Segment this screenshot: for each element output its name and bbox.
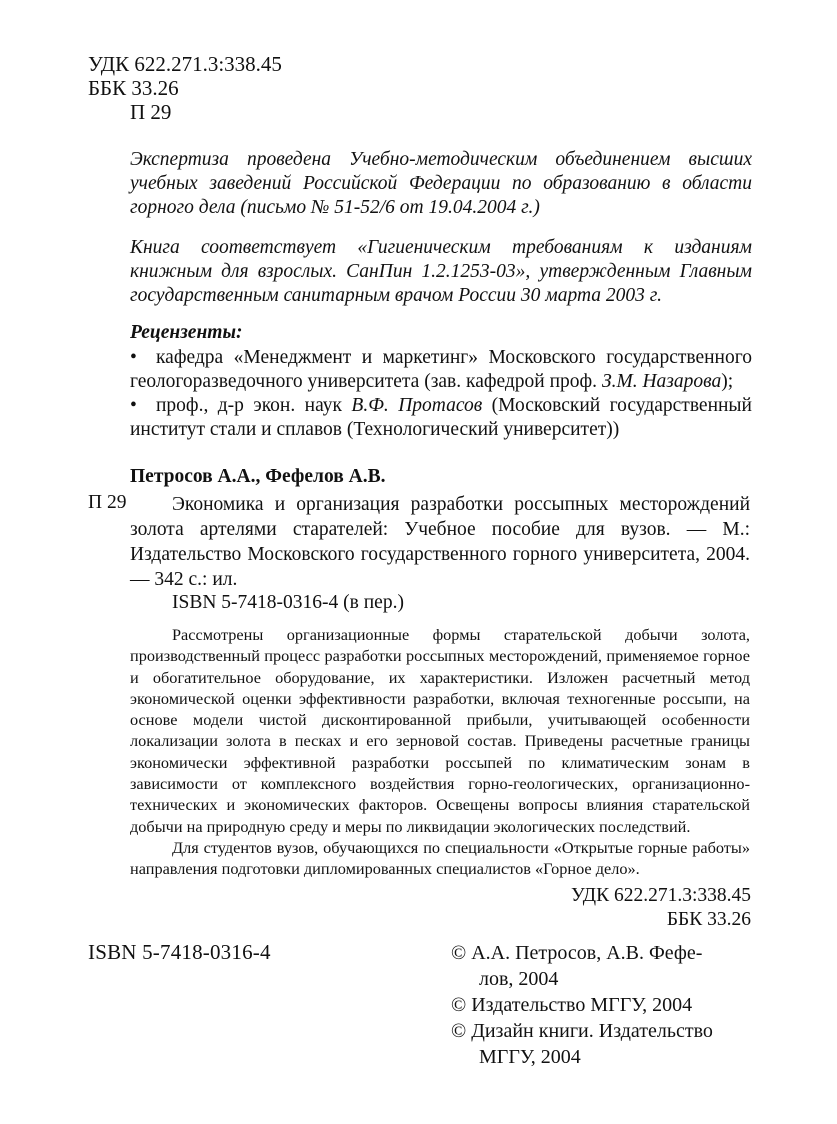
copyright-design: © Дизайн книги. Издательство <box>451 1020 713 1042</box>
reviewer-text: кафедра «Менеджмент и маркетинг» Московского государственного геологоразведочного университета (зав. кафедрой проф. <box>130 347 752 392</box>
copyrights <box>451 940 756 1070</box>
bullet-icon: • <box>130 395 137 416</box>
udk-code: УДК 622.271.3:338.45 <box>88 52 282 76</box>
bullet-icon: • <box>130 347 137 368</box>
catalog-authors: Петросов А.А., Фефелов А.В. <box>130 466 386 487</box>
footer-udk: УДК 622.271.3:338.45 <box>570 885 751 906</box>
reviewers-list <box>130 346 752 442</box>
reviewer-tail: ); <box>721 371 734 392</box>
reviewer-name: З.М. Назарова <box>601 371 722 392</box>
compliance-note: Книга соответствует «Гигиеническим требованиям к изданиям книжным для взрослых. СанПин 1.2.1253-03», утвержденным Главным государственным санитарным врачом России 30 марта 2003 г. <box>130 237 752 306</box>
copyright-publisher: © Издательство МГГУ, 2004 <box>451 994 693 1016</box>
abstract <box>130 624 750 880</box>
reviewers-title: Рецензенты: <box>130 322 243 343</box>
author-mark: П 29 <box>130 100 172 124</box>
expertise-note: Экспертиза проведена Учебно-методическим объединением высших учебных заведений Российской Федерации по образованию в области горного дела (письмо № 51-52/6 от 19.04.2004 г.) <box>130 149 752 218</box>
footer-codes <box>571 884 751 932</box>
reviewer-item <box>130 394 752 442</box>
isbn-bottom: ISBN 5-7418-0316-4 <box>88 940 271 964</box>
reviewer-text: проф., д-р экон. наук <box>156 395 352 416</box>
catalog-code: П 29 <box>88 492 127 513</box>
catalog-description: Экономика и организация разработки россыпных месторождений золота артелями старателей: Учебное пособие для вузов. — М.: Издательство Московского государственного горного университета, 2004. — 342 с.: ил. <box>130 494 750 590</box>
copyright-authors: © А.А. Петросов, А.В. Фефе- <box>451 942 703 964</box>
catalog-isbn: ISBN 5-7418-0316-4 (в пер.) <box>172 592 404 613</box>
abstract-audience: Для студентов вузов, обучающихся по специальности «Открытые горные работы» направления подготовки дипломированных специалистов «Горное дело». <box>130 837 750 879</box>
header-codes <box>88 52 282 124</box>
copyright-design-cont: МГГУ, 2004 <box>479 1046 581 1068</box>
abstract-paragraph: Рассмотрены организационные формы старательской добычи золота, производственный процесс разработки россыпных месторождений, применяемое горное и обогатительное оборудование, их характеристики. Изложен расчетный метод экономической оценки эффективности разработки, включая техногенные россыпи, на основе модели чистой дисконтированной прибыли, учитывающей особенности локализации золота в песках и его зерновой состав. Приведены расчетные границы экономически эффективной разработки россыпей по климатическим зонам в зависимости от комплексного воздействия горно-геологических, организационно-технических и экономических факторов. Освещены вопросы влияния старательской добычи на природную среду и меры по ликвидации экологических последствий. <box>130 625 750 836</box>
reviewer-tail: (Московский государственный институт стали и сплавов (Технологический университет)) <box>130 395 752 440</box>
bbk-code: ББК 33.26 <box>88 76 179 100</box>
reviewer-name: В.Ф. Протасов <box>351 395 483 416</box>
reviewer-item <box>130 346 752 394</box>
copyright-authors-cont: лов, 2004 <box>479 968 559 990</box>
footer-bbk: ББК 33.26 <box>666 909 751 930</box>
